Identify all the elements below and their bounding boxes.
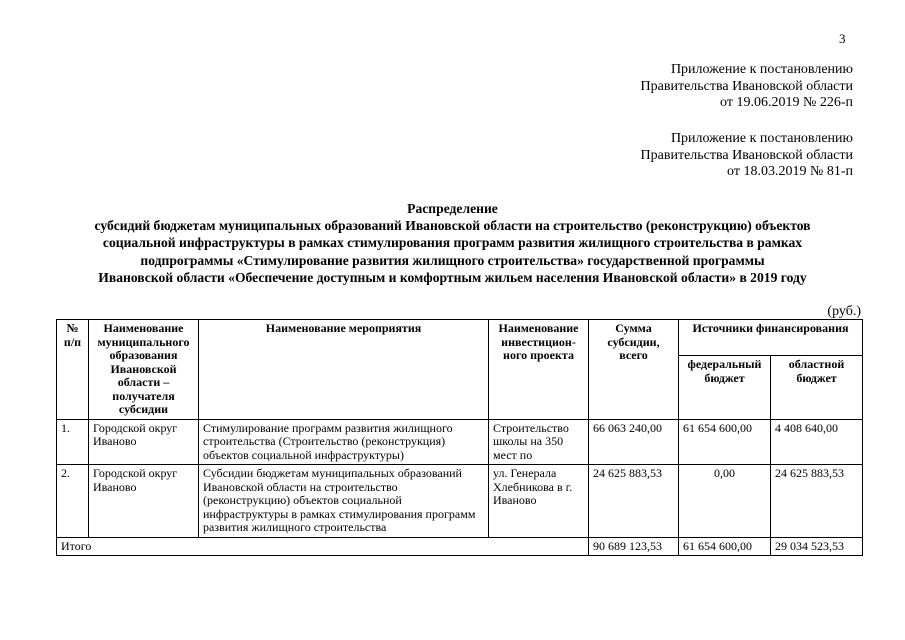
unit-label: (руб.) xyxy=(827,304,861,319)
cell-sum: 24 625 883,53 xyxy=(589,465,679,538)
total-sum: 90 689 123,53 xyxy=(589,537,679,556)
total-regional: 29 034 523,53 xyxy=(771,537,863,556)
appendix-line: от 19.06.2019 № 226-п xyxy=(720,95,853,110)
total-federal: 61 654 600,00 xyxy=(679,537,771,556)
table-row xyxy=(57,465,863,538)
cell-project: ул. Генерала Хлебникова в г. Иваново xyxy=(489,465,589,538)
cell-municipality: Городской округ Иваново xyxy=(89,465,199,538)
appendix-line: Приложение к постановлению xyxy=(670,131,853,146)
cell-num: 2. xyxy=(57,465,89,538)
appendix-line: от 18.03.2019 № 81-п xyxy=(727,164,853,179)
appendix-line: Приложение к постановлению xyxy=(670,62,853,77)
header-sum: Сумма субсидии, всего xyxy=(589,320,679,420)
header-regional: областной бюджет xyxy=(771,356,863,419)
distribution-table xyxy=(56,319,863,556)
table-total-row xyxy=(57,537,863,556)
cell-federal: 0,00 xyxy=(679,465,771,538)
title-line: Ивановской области «Обеспечение доступным и комфортным жильем населения Ивановской области» в 2019 году xyxy=(98,269,807,285)
cell-federal: 61 654 600,00 xyxy=(679,419,771,465)
title-line: подпрограммы «Стимулирование развития жилищного строительства» государственной программы xyxy=(140,252,765,268)
header-federal: федеральный бюджет xyxy=(679,356,771,419)
appendix-line: Правительства Ивановской области xyxy=(640,78,853,94)
title-line: субсидий бюджетам муниципальных образований Ивановской области на строительство (реконструкцию) объектов xyxy=(94,218,811,234)
table-row xyxy=(57,419,863,465)
header-project: Наименование инвестицион-ного проекта xyxy=(489,320,589,420)
page-number: 3 xyxy=(839,31,846,46)
cell-sum: 66 063 240,00 xyxy=(589,419,679,465)
cell-regional: 4 408 640,00 xyxy=(771,419,863,465)
table-header-row xyxy=(57,320,863,356)
title-line: социальной инфраструктуры в рамках стимулирования программ развития жилищного строительства в рамках xyxy=(102,235,803,251)
cell-activity: Субсидии бюджетам муниципальных образований Ивановской области на строительство (реконструкцию) объектов социальной инфраструктуры в рамках стимулирования программ развития жилищного строительства xyxy=(199,465,489,538)
document-title xyxy=(30,200,875,286)
header-municipality: Наименование муниципального образования Ивановской области – получателя субсидии xyxy=(89,320,199,420)
title-line: Распределение xyxy=(407,201,498,216)
appendix-original xyxy=(641,131,853,181)
total-label: Итого xyxy=(57,537,589,556)
cell-activity: Стимулирование программ развития жилищного строительства (Строительство (реконструкция) объектов социальной инфраструктуры) xyxy=(199,419,489,465)
cell-num: 1. xyxy=(57,419,89,465)
appendix-line: Правительства Ивановской области xyxy=(640,147,853,163)
header-sources: Источники финансирования xyxy=(679,320,863,356)
cell-project: Строительство школы на 350 мест по xyxy=(489,419,589,465)
header-activity: Наименование мероприятия xyxy=(199,320,489,420)
header-num: № п/п xyxy=(57,320,89,420)
cell-municipality: Городской округ Иваново xyxy=(89,419,199,465)
appendix-current xyxy=(641,62,853,112)
cell-regional: 24 625 883,53 xyxy=(771,465,863,538)
